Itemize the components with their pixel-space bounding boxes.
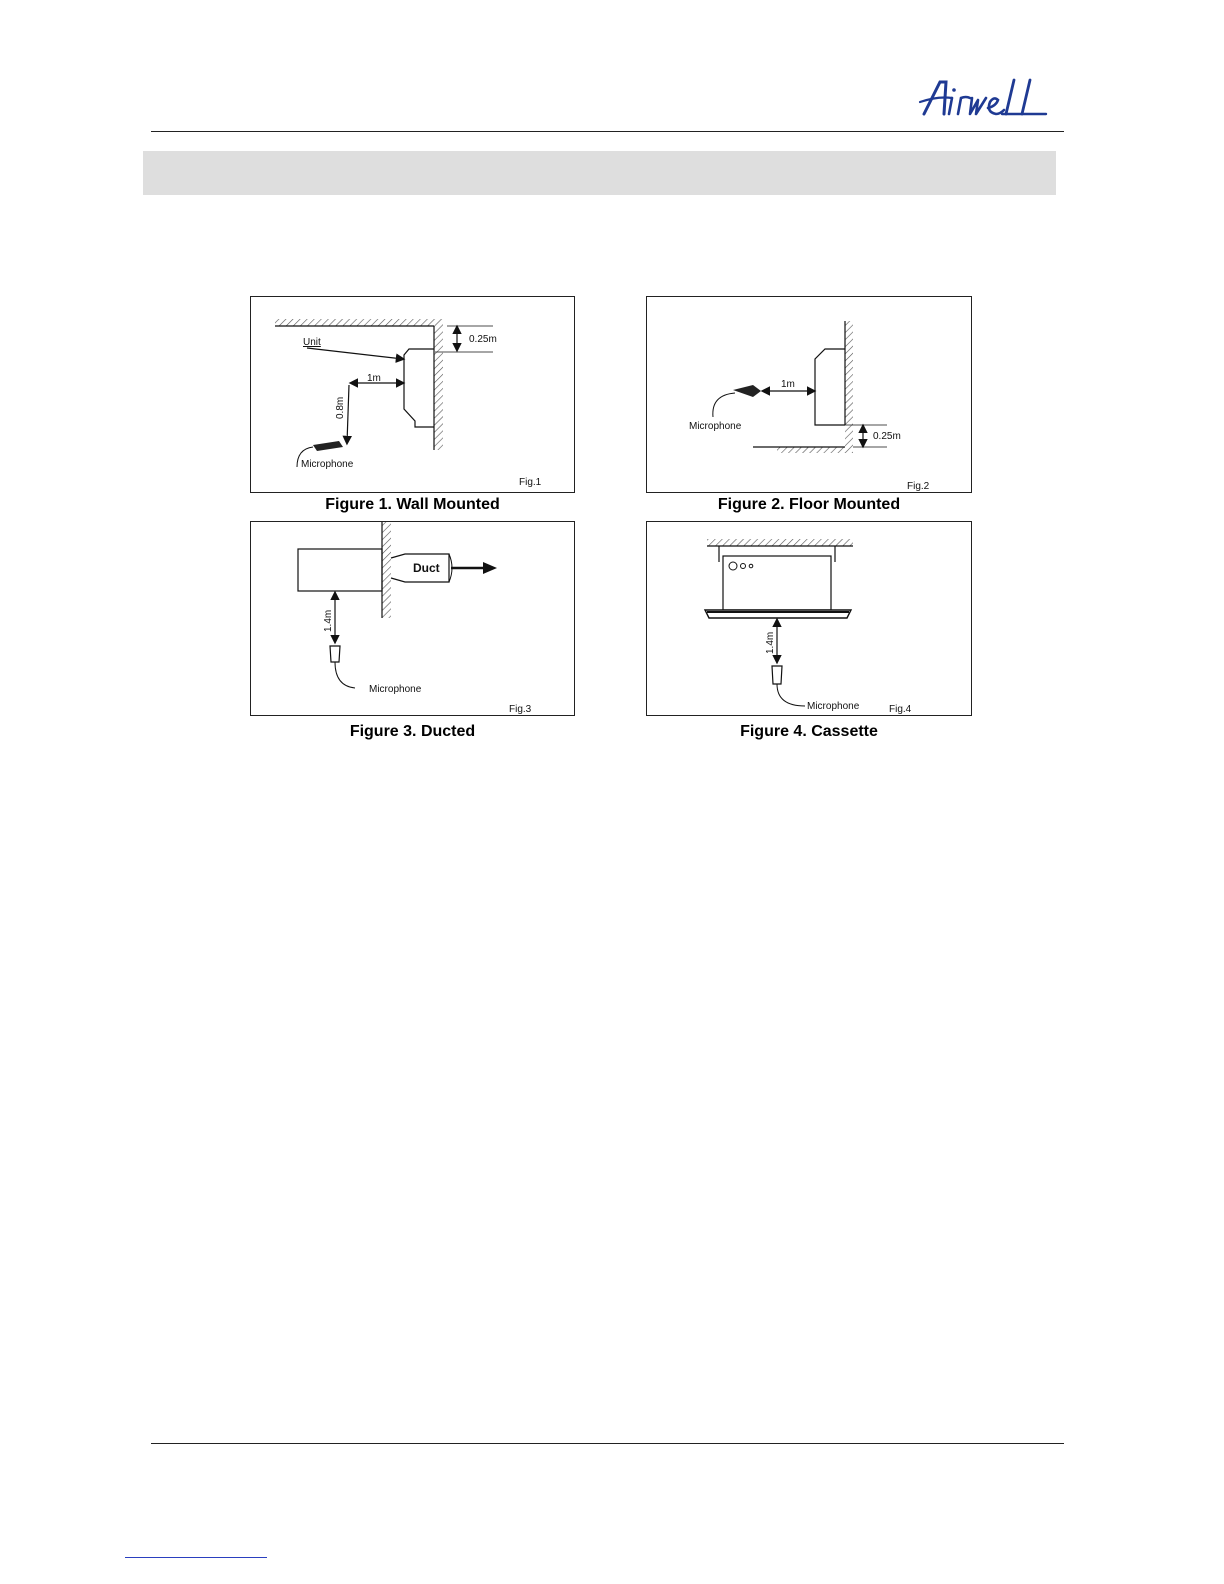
- figure-1-panel: [250, 296, 575, 493]
- figure-2-caption: Figure 2. Floor Mounted: [717, 496, 901, 513]
- figure-4-panel: [646, 521, 972, 716]
- footer-rule: [151, 1443, 1064, 1444]
- footer-link-underline[interactable]: [125, 1557, 267, 1558]
- airwell-logo-mark: [918, 76, 1050, 120]
- figure-1-diagram: [251, 297, 574, 492]
- fig3-microphone-label: Microphone: [369, 684, 422, 695]
- fig2-clearance-label: 0.25m: [873, 431, 901, 442]
- fig3-height-label: 1.4m: [323, 609, 334, 632]
- fig1-microphone-label: Microphone: [301, 459, 354, 470]
- figure-4-caption: Figure 4. Cassette: [740, 723, 878, 740]
- fig1-unit-label: Unit: [303, 337, 321, 348]
- figure-3-diagram: [251, 522, 574, 715]
- figure-2-panel: [646, 296, 972, 493]
- fig2-distance-label: 1m: [781, 379, 795, 390]
- figure-1-caption: Figure 1. Wall Mounted: [325, 496, 500, 513]
- fig1-clearance-label: 0.25m: [469, 334, 497, 345]
- fig2-microphone-label: Microphone: [689, 421, 742, 432]
- fig3-tag: Fig.3: [509, 704, 532, 715]
- fig4-tag: Fig.4: [889, 704, 912, 715]
- figure-2-diagram: [647, 297, 971, 492]
- fig4-height-label: 1.4m: [765, 631, 776, 654]
- fig1-distance-label: 1m: [367, 373, 381, 384]
- fig4-microphone-label: Microphone: [807, 701, 860, 712]
- fig3-duct-label: Duct: [413, 561, 440, 575]
- fig1-height-label: 0.8m: [335, 396, 346, 419]
- figure-4-diagram: [647, 522, 971, 715]
- section-heading-bar: [143, 151, 1056, 195]
- header-rule: [151, 131, 1064, 132]
- fig2-tag: Fig.2: [907, 481, 930, 492]
- airwell-logo: [918, 76, 1050, 120]
- figure-3-caption: Figure 3. Ducted: [349, 723, 476, 740]
- figure-3-panel: [250, 521, 575, 716]
- fig1-tag: Fig.1: [519, 477, 542, 488]
